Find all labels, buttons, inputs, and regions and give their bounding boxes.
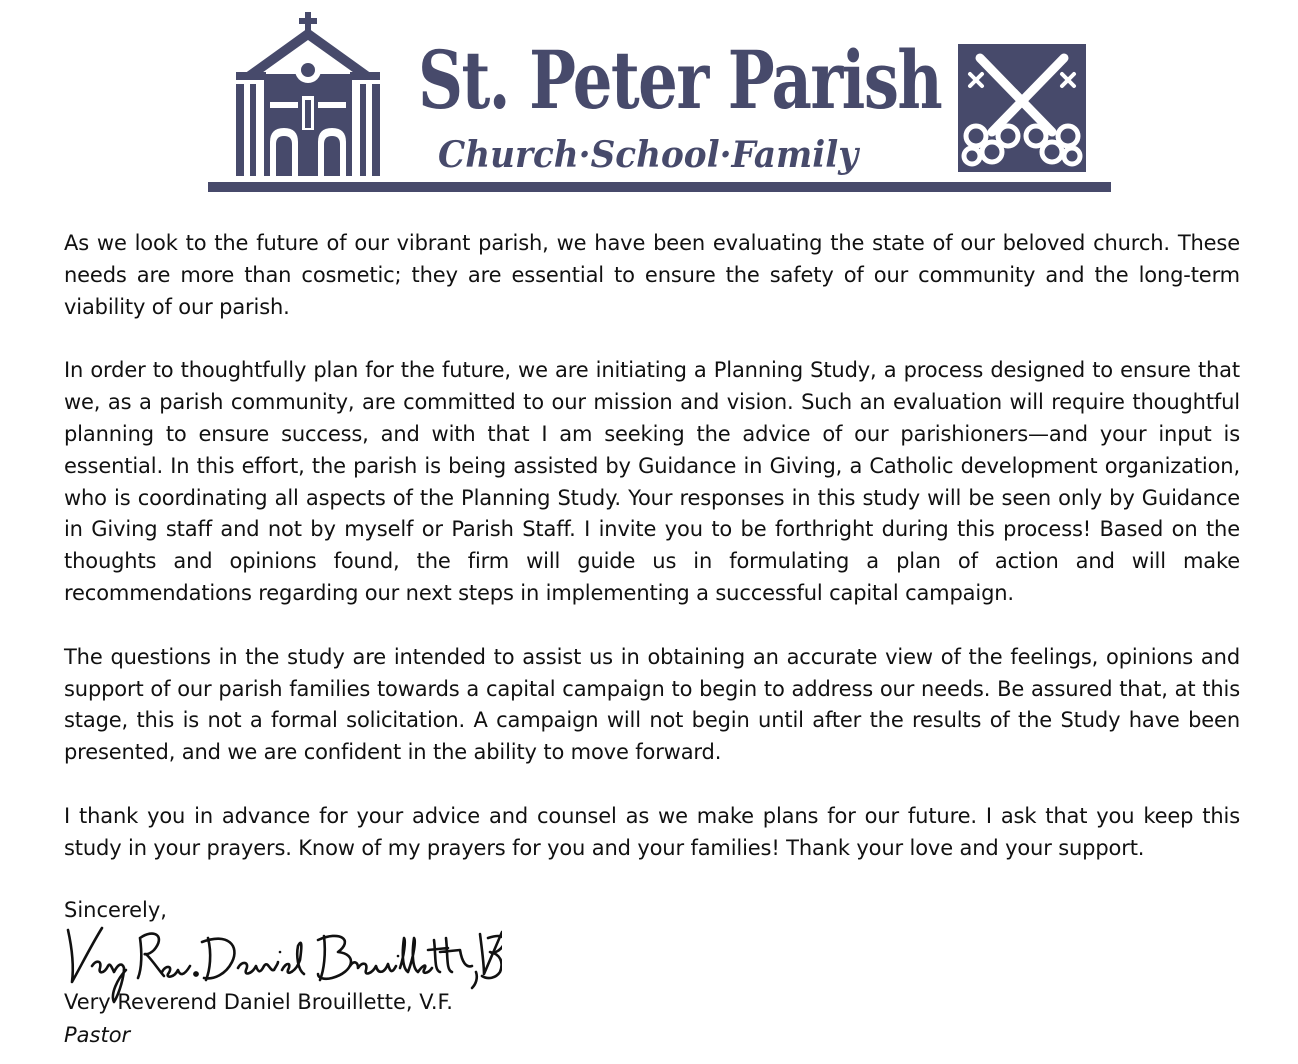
signer-title: Pastor [64, 1023, 131, 1047]
letterhead-rule [208, 182, 1111, 192]
letterhead [0, 0, 1298, 200]
crossed-keys-icon [958, 44, 1086, 172]
parish-tagline: Church·School·Family [438, 134, 859, 176]
signer-name: Very Reverend Daniel Brouillette, V.F. [64, 990, 453, 1014]
parish-name: St. Peter Parish [418, 33, 942, 127]
paragraph-planning-study: In order to thoughtfully plan for the future, we are initiating a Planning Study, a process designed to ensure that we, as a parish community, are committed to our mission and vision. Such an evaluation will require thoughtful planning to ensure success, and with that I am seeking the advice of our parishioners—and your input is essential. In this effort, the parish is being assisted by Guidance in Giving, a Catholic development organization, who is coordinating all aspects of the Planning Study. Your responses in this study will be seen only by Guidance in Giving staff and not by myself or Parish Staff. I invite you to be forthright during this process! Based on the thoughts and opinions found, the firm will guide us in formulating a plan of action and will make recommendations regarding our next steps in implementing a successful capital campaign. [64, 358, 1240, 605]
letter-body [64, 228, 1240, 897]
paragraph-thanks: I thank you in advance for your advice and counsel as we make plans for our future. I ask that you keep this study in your prayers. Know of my prayers for you and your families! Thank your love and your support. [64, 803, 1240, 860]
paragraph-questions: The questions in the study are intended to assist us in obtaining an accurate view of the feelings, opinions and support of our parish families towards a capital campaign to begin to address our needs. Be assured that, at this stage, this is not a formal solicitation. A campaign will not begin until after the results of the Study have been presented, and we are confident in the ability to move forward. [64, 644, 1240, 765]
closing: Sincerely, [64, 898, 167, 922]
paragraph-intro: As we look to the future of our vibrant parish, we have been evaluating the state of our beloved church. These needs are more than cosmetic; they are essential to ensure the safety of our community and the long-term viability of our parish. [64, 231, 1240, 319]
church-icon [232, 10, 384, 180]
